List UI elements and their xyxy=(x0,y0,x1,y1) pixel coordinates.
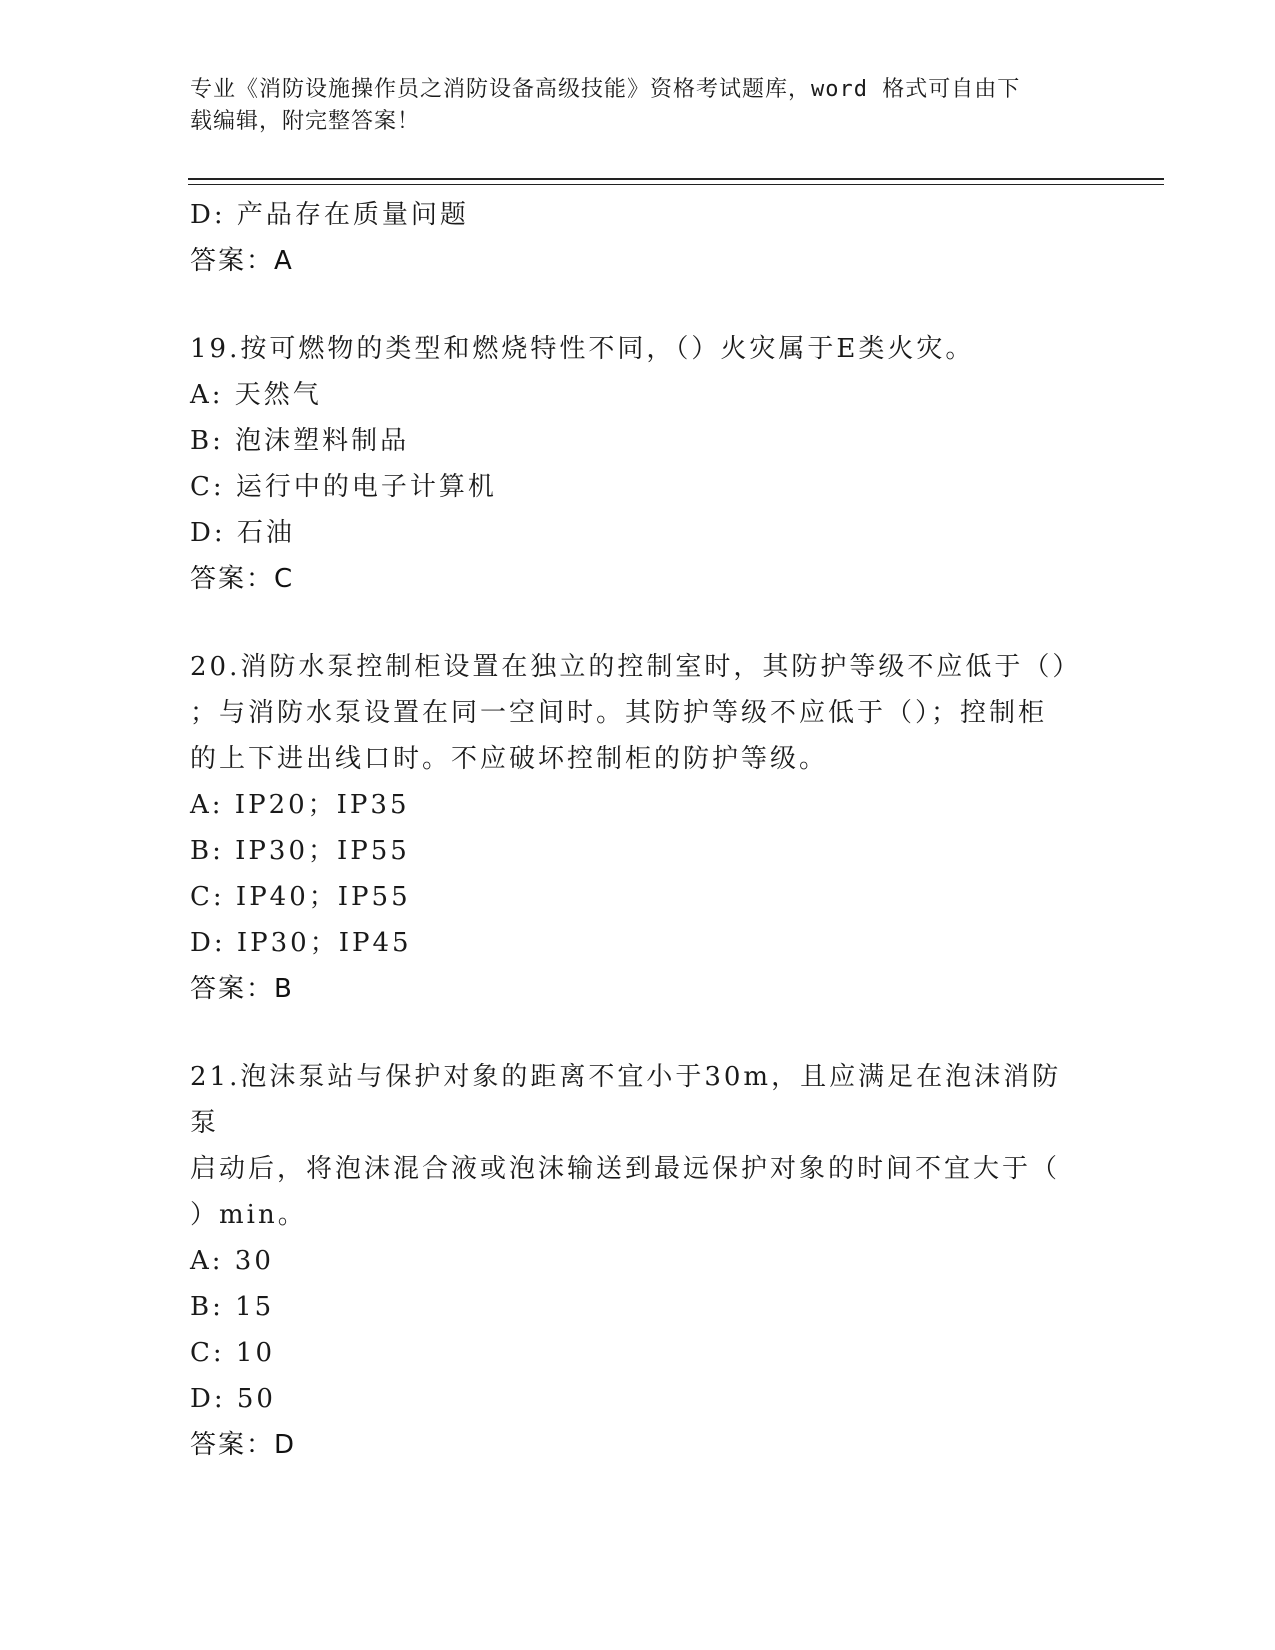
question-text: ；与消防水泵设置在同一空间时。其防护等级不应低于（）；控制柜 xyxy=(190,698,1048,728)
question-20 xyxy=(190,644,1090,1012)
header-rule-thick xyxy=(188,178,1164,180)
option-b: B: 泡沫塑料制品 xyxy=(190,426,410,456)
option-c: C: 运行中的电子计算机 xyxy=(190,472,497,502)
answer-line: 答案：A xyxy=(190,246,294,276)
page-header xyxy=(190,74,1070,138)
option-d: D: 50 xyxy=(190,1384,276,1414)
answer-line: 答案：D xyxy=(190,1430,297,1460)
question-content xyxy=(190,192,1090,1468)
question-text: 启动后，将泡沫混合液或泡沫输送到最远保护对象的时间不宜大于（ xyxy=(190,1154,1061,1184)
question-text: 20.消防水泵控制柜设置在独立的控制室时，其防护等级不应低于（） xyxy=(190,652,1082,682)
question-text: 的上下进出线口时。不应破坏控制柜的防护等级。 xyxy=(190,744,829,774)
option-c: C: 10 xyxy=(190,1338,276,1368)
question-text: 21.泡沫泵站与保护对象的距离不宜小于30m，且应满足在泡沫消防泵 xyxy=(190,1062,1062,1138)
option-d: D: 产品存在质量问题 xyxy=(190,200,469,230)
option-a: A: 30 xyxy=(190,1246,274,1276)
option-b: B: IP30；IP55 xyxy=(190,836,410,866)
answer-line: 答案：C xyxy=(190,564,295,594)
answer-line: 答案：B xyxy=(190,974,294,1004)
header-line-1: 专业《消防设施操作员之消防设备高级技能》资格考试题库，word 格式可自由下 xyxy=(190,77,1021,102)
option-d: D: 石油 xyxy=(190,518,295,548)
option-a: A: 天然气 xyxy=(190,380,322,410)
header-line-2: 载编辑，附完整答案！ xyxy=(190,109,421,134)
header-rule-thin xyxy=(188,184,1164,185)
option-a: A: IP20；IP35 xyxy=(190,790,410,820)
question-21 xyxy=(190,1054,1090,1468)
question-text: 19.按可燃物的类型和燃烧特性不同，（）火灾属于E类火灾。 xyxy=(190,334,975,364)
option-d: D: IP30；IP45 xyxy=(190,928,412,958)
option-b: B: 15 xyxy=(190,1292,275,1322)
option-c: C: IP40；IP55 xyxy=(190,882,411,912)
question-text: ）min。 xyxy=(190,1200,307,1230)
question-19 xyxy=(190,326,1090,602)
